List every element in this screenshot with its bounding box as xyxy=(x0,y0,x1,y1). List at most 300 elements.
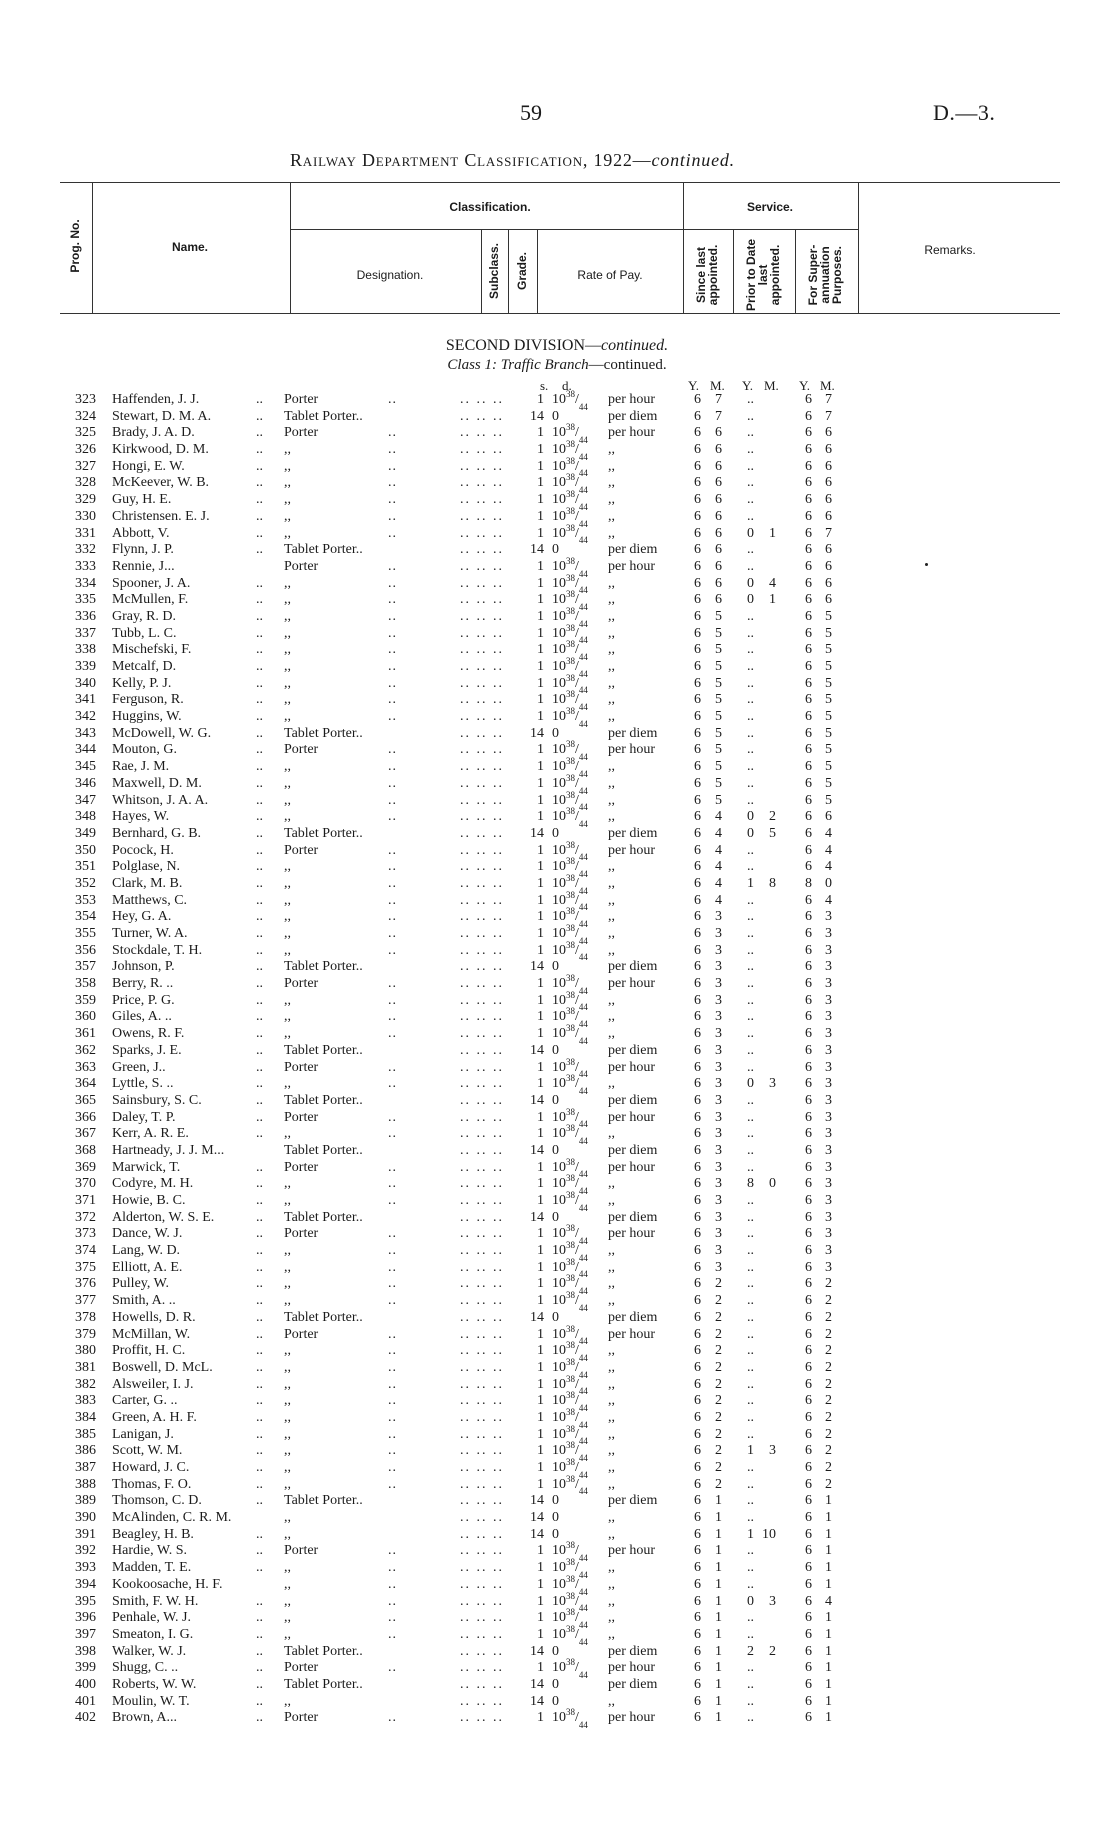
since-months: 2 xyxy=(715,1476,722,1492)
prog-number: 390 xyxy=(75,1510,96,1526)
leader-dots: .. xyxy=(388,492,397,508)
since-months: 5 xyxy=(715,608,722,624)
name-header: Name. xyxy=(171,240,209,254)
fraction-denominator: 44 xyxy=(578,1402,588,1413)
since-years: 6 xyxy=(694,859,701,875)
prog-number: 383 xyxy=(75,1393,96,1409)
super-years: 6 xyxy=(805,542,812,558)
pay-pence xyxy=(552,1043,559,1060)
pay-period: ,, xyxy=(608,1460,615,1475)
fraction-denominator: 44 xyxy=(578,468,588,479)
pence-whole: 10 xyxy=(552,608,566,624)
since-years: 6 xyxy=(694,575,701,591)
leader-dots: .. xyxy=(388,1576,397,1592)
leader-dots: .. xyxy=(388,392,397,407)
pence-whole: 10 xyxy=(552,442,566,458)
leader-dots: .. xyxy=(388,1243,397,1259)
designation: Tablet Porter.. xyxy=(284,1309,363,1325)
fraction-numerator: 38 xyxy=(566,1156,575,1167)
since-years: 6 xyxy=(694,659,701,674)
fraction-numerator: 38 xyxy=(566,923,575,933)
leader-dots: .. .. .. xyxy=(460,1092,504,1108)
designation: ,, xyxy=(284,659,291,674)
table-row xyxy=(60,1540,1060,1564)
super-months: 5 xyxy=(825,742,832,758)
fraction-denominator: 44 xyxy=(578,1486,588,1497)
fraction-slash: / xyxy=(575,558,579,574)
staff-name: Rae, J. M. xyxy=(112,759,170,775)
fraction-slash: / xyxy=(575,875,579,891)
since-months: 2 xyxy=(715,1326,722,1342)
leader-dots: .. .. .. xyxy=(460,1009,504,1025)
table-row xyxy=(60,1373,1060,1397)
fraction-denominator: 44 xyxy=(578,1453,588,1464)
pence-whole: 10 xyxy=(552,1593,566,1609)
pence-whole: 0 xyxy=(552,1309,559,1325)
leader-dots: .. xyxy=(388,1476,397,1492)
pence-whole: 0 xyxy=(552,1510,559,1526)
pence-whole: 10 xyxy=(552,909,566,925)
leader-dots: .. .. .. xyxy=(460,825,504,841)
since-months: 5 xyxy=(715,625,722,641)
fraction-slash: / xyxy=(575,692,579,708)
fraction-numerator: 38 xyxy=(566,589,575,600)
pay-pence xyxy=(552,706,588,729)
pay-period: ,, xyxy=(608,1393,615,1409)
super-months: 6 xyxy=(825,592,832,608)
leader-dots: .. xyxy=(256,942,263,958)
leader-dots: .. xyxy=(256,575,263,591)
pence-whole: 10 xyxy=(552,1576,566,1592)
table-row xyxy=(60,939,1060,963)
staff-name: Hartneady, J. J. M... xyxy=(112,1142,225,1158)
pence-whole: 10 xyxy=(552,575,566,591)
prior-years: .. xyxy=(747,1460,754,1475)
pence-whole: 10 xyxy=(552,492,566,508)
since-months: 3 xyxy=(715,942,722,958)
pence-whole: 10 xyxy=(552,1326,566,1342)
super-years: 6 xyxy=(805,842,812,858)
pence-whole: 10 xyxy=(552,759,566,775)
pay-period: ,, xyxy=(608,1560,615,1576)
prior-years: .. xyxy=(747,1293,754,1309)
super-months: 6 xyxy=(825,558,832,574)
pay-shillings: 1 xyxy=(537,1393,544,1409)
leader-dots: .. xyxy=(256,425,263,441)
super-years: 6 xyxy=(805,1560,812,1576)
since-years: 6 xyxy=(694,1443,701,1459)
since-months: 1 xyxy=(715,1510,722,1526)
prog-number: 334 xyxy=(75,575,96,591)
leader-dots: .. .. .. xyxy=(460,425,504,441)
table-row xyxy=(60,422,1060,446)
pay-shillings: 1 xyxy=(537,492,544,508)
pence-whole: 10 xyxy=(552,992,566,1008)
super-months: 6 xyxy=(825,475,832,491)
prior-years: .. xyxy=(747,842,754,858)
pay-shillings: 1 xyxy=(537,1176,544,1192)
prior-months: 2 xyxy=(769,1643,776,1659)
since-months: 7 xyxy=(715,392,722,407)
super-months: 2 xyxy=(825,1426,832,1442)
prior-years: .. xyxy=(747,859,754,875)
fraction-slash: / xyxy=(575,1276,579,1292)
header-bottom-rule xyxy=(60,313,1060,314)
designation: Tablet Porter.. xyxy=(284,1493,363,1509)
prior-years: .. xyxy=(747,1676,754,1692)
fraction-denominator: 44 xyxy=(578,1569,588,1580)
staff-name: Lyttle, S. .. xyxy=(112,1076,174,1092)
super-months: 3 xyxy=(825,1126,832,1142)
staff-name: Turner, W. A. xyxy=(112,926,188,941)
leader-dots: .. xyxy=(388,1560,397,1576)
staff-name: Daley, T. P. xyxy=(112,1109,176,1125)
pence-whole: 10 xyxy=(552,1376,566,1392)
leader-dots: .. xyxy=(388,1626,397,1642)
leader-dots: .. xyxy=(388,558,397,574)
table-row xyxy=(60,656,1060,679)
staff-name: Smeaton, I. G. xyxy=(112,1626,194,1642)
fraction-numerator: 38 xyxy=(566,472,575,483)
since-years: 6 xyxy=(694,692,701,708)
staff-table-body xyxy=(60,389,1060,1731)
super-months: 7 xyxy=(825,525,832,541)
since-months: 5 xyxy=(715,742,722,758)
staff-name: Haffenden, J. J. xyxy=(112,392,200,407)
designation: ,, xyxy=(284,458,291,474)
pay-shillings: 1 xyxy=(537,742,544,758)
prog-number: 357 xyxy=(75,959,96,975)
prog-number: 345 xyxy=(75,759,96,775)
prog-number: 335 xyxy=(75,592,96,608)
designation: ,, xyxy=(284,1426,291,1442)
since-years: 6 xyxy=(694,1493,701,1509)
table-row xyxy=(60,1707,1060,1731)
pay-period: ,, xyxy=(608,1476,615,1492)
pay-period: ,, xyxy=(608,992,615,1008)
staff-name: Spooner, J. A. xyxy=(112,575,191,591)
division-heading-main: SECOND DIVISION— xyxy=(445,337,601,354)
super-months: 3 xyxy=(825,1226,832,1242)
pay-period: ,, xyxy=(608,608,615,624)
since-years: 6 xyxy=(694,1159,701,1175)
since-years: 6 xyxy=(694,759,701,775)
super-years: 6 xyxy=(805,1159,812,1175)
fraction-numerator: 38 xyxy=(566,622,575,633)
since-years: 6 xyxy=(694,558,701,574)
fraction-numerator: 38 xyxy=(566,639,575,650)
designation: ,, xyxy=(284,1259,291,1275)
since-years: 6 xyxy=(694,508,701,524)
pay-period: per hour xyxy=(608,1326,656,1342)
leader-dots: .. xyxy=(256,1109,263,1125)
super-months: 5 xyxy=(825,625,832,641)
designation: ,, xyxy=(284,1193,291,1208)
document-reference: D.—3. xyxy=(933,100,996,125)
super-years: 6 xyxy=(805,809,812,825)
staff-name: Flynn, J. P. xyxy=(112,542,174,558)
pay-shillings: 1 xyxy=(537,442,544,458)
fraction-numerator: 38 xyxy=(566,1657,575,1668)
table-row xyxy=(60,1056,1060,1080)
fraction-slash: / xyxy=(575,759,579,775)
prior-years: .. xyxy=(747,408,754,424)
fraction-slash: / xyxy=(575,592,579,608)
fraction-slash: / xyxy=(575,1059,579,1075)
leader-dots: .. .. .. xyxy=(460,608,504,624)
fraction-slash: / xyxy=(575,1026,579,1042)
prior-years: .. xyxy=(747,1660,754,1676)
class-label: Class 1: xyxy=(447,357,501,373)
designation: ,, xyxy=(284,775,291,791)
leader-dots: .. xyxy=(388,1593,397,1609)
pay-pence xyxy=(552,1143,559,1160)
fraction-denominator: 44 xyxy=(578,702,588,713)
table-row xyxy=(60,522,1060,546)
designation: ,, xyxy=(284,608,291,624)
pay-period: ,, xyxy=(608,909,615,925)
since-years: 6 xyxy=(694,1359,701,1375)
staff-name: Proffit, H. C. xyxy=(112,1343,186,1359)
staff-name: Alsweiler, I. J. xyxy=(112,1376,194,1392)
fraction-slash: / xyxy=(575,492,579,508)
pay-shillings: 1 xyxy=(537,1560,544,1576)
since-years: 6 xyxy=(694,1409,701,1425)
pay-shillings: 1 xyxy=(537,842,544,858)
leader-dots: .. xyxy=(388,659,397,674)
leader-dots: .. xyxy=(256,1193,263,1208)
prior-years: .. xyxy=(747,1326,754,1342)
leader-dots: .. xyxy=(388,1409,397,1425)
fraction-numerator: 38 xyxy=(566,1390,575,1401)
leader-dots: .. .. .. xyxy=(460,942,504,958)
prior-years: .. xyxy=(747,926,754,941)
table-row xyxy=(60,1694,1060,1711)
super-years: 6 xyxy=(805,759,812,775)
prog-number: 400 xyxy=(75,1676,96,1692)
fraction-denominator: 44 xyxy=(578,1169,588,1180)
prog-number: 378 xyxy=(75,1309,96,1325)
fraction-slash: / xyxy=(575,1443,579,1459)
pay-period: per diem xyxy=(608,542,658,558)
leader-dots: .. xyxy=(256,1560,263,1576)
fraction-denominator: 44 xyxy=(578,952,588,963)
prog-number: 333 xyxy=(75,558,96,574)
leader-dots: .. xyxy=(256,875,263,891)
super-months: 1 xyxy=(825,1676,832,1692)
leader-dots: .. xyxy=(256,542,263,558)
leader-dots: .. xyxy=(388,675,397,691)
pence-whole: 10 xyxy=(552,775,566,791)
designation: Porter xyxy=(284,425,319,441)
fraction-denominator: 44 xyxy=(578,1619,588,1630)
leader-dots: .. xyxy=(388,508,397,524)
super-months: 3 xyxy=(825,959,832,975)
super-years: 6 xyxy=(805,1676,812,1692)
leader-dots: .. .. .. xyxy=(460,909,504,925)
super-months: 2 xyxy=(825,1460,832,1475)
prior-years: .. xyxy=(747,942,754,958)
staff-name: Brady, J. A. D. xyxy=(112,425,195,441)
pay-pence xyxy=(552,389,588,412)
super-months: 1 xyxy=(825,1526,832,1542)
leader-dots: .. .. .. xyxy=(460,1643,504,1659)
pay-shillings: 1 xyxy=(537,1159,544,1175)
pay-pence xyxy=(552,542,559,559)
staff-name: Ferguson, R. xyxy=(112,692,184,708)
super-years: 6 xyxy=(805,1626,812,1642)
prior-years: .. xyxy=(747,1092,754,1108)
prog-number: 384 xyxy=(75,1409,96,1425)
staff-name: Carter, G. .. xyxy=(112,1393,178,1409)
prior-years: .. xyxy=(747,976,754,992)
pay-period: ,, xyxy=(608,942,615,958)
pence-whole: 10 xyxy=(552,875,566,891)
pay-pence xyxy=(552,1657,588,1680)
pence-whole: 10 xyxy=(552,1193,566,1208)
pence-whole: 10 xyxy=(552,1393,566,1409)
pay-shillings: 14 xyxy=(530,1142,544,1158)
leader-dots: .. .. .. xyxy=(460,392,504,407)
since-months: 2 xyxy=(715,1276,722,1292)
pence-whole: 10 xyxy=(552,809,566,825)
running-title-continued: continued. xyxy=(651,150,735,170)
prior-months: 3 xyxy=(769,1443,776,1459)
super-years: 6 xyxy=(805,1009,812,1025)
designation: ,, xyxy=(284,1076,291,1092)
since-months: 6 xyxy=(715,442,722,458)
pay-period: per diem xyxy=(608,959,658,975)
fraction-denominator: 44 xyxy=(578,852,588,863)
page-number: 59 xyxy=(520,100,542,125)
prior-years: .. xyxy=(747,1626,754,1642)
since-years: 6 xyxy=(694,1142,701,1158)
fraction-numerator: 38 xyxy=(566,1540,575,1551)
prog-number: 331 xyxy=(75,525,96,541)
prior-years: .. xyxy=(747,1493,754,1509)
since-years: 6 xyxy=(694,1176,701,1192)
staff-name: Owens, R. F. xyxy=(112,1026,185,1042)
super-years: 6 xyxy=(805,1142,812,1158)
super-months: 6 xyxy=(825,809,832,825)
pence-whole: 10 xyxy=(552,1243,566,1259)
super-months: 3 xyxy=(825,1243,832,1259)
prior-years: 0 xyxy=(747,1076,754,1092)
since-months: 5 xyxy=(715,692,722,708)
fraction-denominator: 44 xyxy=(578,1720,588,1731)
staff-name: Thomson, C. D. xyxy=(112,1493,202,1509)
table-row xyxy=(60,1527,1060,1544)
fraction-denominator: 44 xyxy=(578,618,588,629)
pence-whole: 10 xyxy=(552,1009,566,1025)
prog-number: 386 xyxy=(75,1443,96,1459)
pay-shillings: 14 xyxy=(530,1676,544,1692)
prior-years: 1 xyxy=(747,1526,754,1542)
since-months: 3 xyxy=(715,1059,722,1075)
since-months: 2 xyxy=(715,1359,722,1375)
fraction-numerator: 38 xyxy=(566,1707,575,1718)
pay-period: ,, xyxy=(608,759,615,775)
fraction-slash: / xyxy=(575,1326,579,1342)
leader-dots: .. .. .. xyxy=(460,1610,504,1626)
designation: ,, xyxy=(284,942,291,958)
staff-name: Pulley, W. xyxy=(112,1276,170,1292)
fraction-numerator: 38 xyxy=(566,989,575,1000)
fraction-slash: / xyxy=(575,1710,579,1726)
pay-pence xyxy=(552,1644,559,1661)
staff-name: Berry, R. .. xyxy=(112,976,174,992)
leader-dots: .. xyxy=(388,892,397,908)
fraction-slash: / xyxy=(575,909,579,925)
super-months: 1 xyxy=(825,1560,832,1576)
prior-years: .. xyxy=(747,475,754,491)
pay-period: ,, xyxy=(608,1426,615,1442)
pay-period: ,, xyxy=(608,1376,615,1392)
super-years: 6 xyxy=(805,1126,812,1142)
pay-shillings: 1 xyxy=(537,1626,544,1642)
since-months: 2 xyxy=(715,1343,722,1359)
staff-name: Guy, H. E. xyxy=(112,492,172,508)
fraction-denominator: 44 xyxy=(578,1269,588,1280)
prog-number: 387 xyxy=(75,1460,96,1475)
table-row xyxy=(60,1223,1060,1247)
super-years: 6 xyxy=(805,742,812,758)
leader-dots: .. xyxy=(388,842,397,858)
prog-number: 374 xyxy=(75,1243,96,1259)
fraction-denominator: 44 xyxy=(578,485,588,496)
pay-shillings: 1 xyxy=(537,1426,544,1442)
since-years: 6 xyxy=(694,976,701,992)
super-months: 3 xyxy=(825,1092,832,1108)
leader-dots: .. xyxy=(256,1159,263,1175)
fraction-numerator: 38 xyxy=(566,522,575,533)
staff-name: Kerr, A. R. E. xyxy=(112,1126,189,1142)
super-months: 3 xyxy=(825,942,832,958)
since-years: 6 xyxy=(694,1543,701,1559)
staff-name: Penhale, W. J. xyxy=(112,1610,191,1626)
fraction-slash: / xyxy=(575,976,579,992)
pay-shillings: 1 xyxy=(537,659,544,674)
table-row xyxy=(60,772,1060,796)
staff-name: Whitson, J. A. A. xyxy=(112,792,209,808)
prog-number: 324 xyxy=(75,408,96,424)
table-row xyxy=(60,1310,1060,1327)
prior-years: 0 xyxy=(747,525,754,541)
prior-years: 8 xyxy=(747,1176,754,1192)
prior-years: .. xyxy=(747,1359,754,1375)
fraction-numerator: 38 xyxy=(566,1173,575,1184)
fraction-denominator: 44 xyxy=(578,768,588,779)
prog-number: 373 xyxy=(75,1226,96,1242)
pay-period: ,, xyxy=(608,809,615,825)
unit-months-super: M. xyxy=(820,378,835,393)
pay-pence xyxy=(552,522,588,546)
pay-shillings: 14 xyxy=(530,725,544,741)
designation: Porter xyxy=(284,742,319,758)
prior-months: 1 xyxy=(769,525,776,541)
since-years: 6 xyxy=(694,909,701,925)
superannuation-header: For Super- annuation Purposes. xyxy=(806,244,844,306)
since-months: 3 xyxy=(715,1126,722,1142)
table-row xyxy=(60,1093,1060,1110)
table-row xyxy=(60,739,1060,763)
prior-years: .. xyxy=(747,1209,754,1225)
leader-dots: .. xyxy=(388,792,397,808)
fraction-slash: / xyxy=(575,1610,579,1626)
pay-shillings: 1 xyxy=(537,1276,544,1292)
designation: Tablet Porter.. xyxy=(284,1209,363,1225)
pence-whole: 0 xyxy=(552,1209,559,1225)
